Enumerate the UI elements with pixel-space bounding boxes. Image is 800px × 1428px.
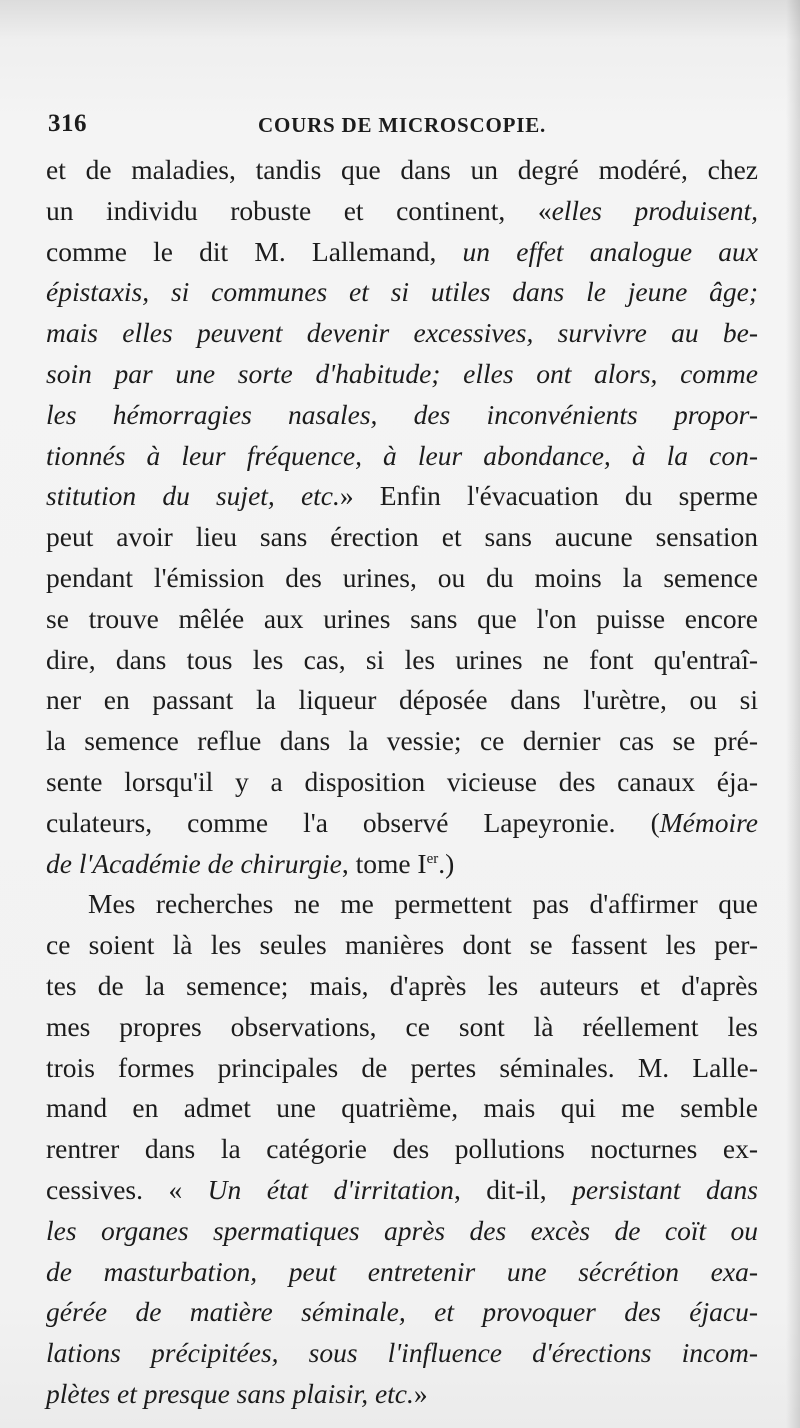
text-segment: se trouve mêlée aux urines sans que l'on puisse encore <box>46 602 758 634</box>
text-segment: ner en passant la liqueur déposée dans l'urètre, ou si <box>46 684 758 716</box>
text-line <box>46 436 758 477</box>
text-segment: Mes recherches ne me permettent pas d'affirmer que <box>88 888 758 920</box>
page-number: 316 <box>48 110 87 137</box>
text-segment: ce soient là les seules manières dont se fassent les per- <box>46 929 758 961</box>
text-line <box>46 680 758 721</box>
text-line <box>46 558 758 599</box>
text-line <box>46 1252 758 1293</box>
text-line <box>46 1048 758 1089</box>
italic-text: gérée de matière séminale, et provoquer des éjacu- <box>46 1296 758 1328</box>
text-segment: trois formes principales de pertes séminales. M. Lalle- <box>46 1051 758 1083</box>
text-line <box>46 395 758 436</box>
text-segment: .) <box>438 847 455 879</box>
text-line <box>46 1129 758 1170</box>
text-segment: mes propres observations, ce sont là réellement les <box>46 1010 758 1042</box>
italic-text: épistaxis, si communes et si utiles dans le jeune âge; <box>46 276 758 308</box>
text-line <box>46 1374 758 1415</box>
italic-text: un effet analogue aux <box>462 235 758 267</box>
italic-text: soin par une sorte d'habitude; elles ont alors, comme <box>46 357 758 389</box>
text-segment: » Enfin l'évacuation du sperme <box>339 480 758 512</box>
text-segment: tes de la semence; mais, d'après les auteurs et d'après <box>46 969 758 1001</box>
text-line <box>46 844 758 885</box>
text-line <box>46 762 758 803</box>
text-line <box>46 1088 758 1129</box>
text-line <box>46 313 758 354</box>
text-segment: mand en admet une quatrième, mais qui me semble <box>46 1092 758 1124</box>
text-segment: rentrer dans la catégorie des pollutions nocturnes ex- <box>46 1133 758 1165</box>
italic-text: tionnés à leur fréquence, à leur abondance, à la con- <box>46 439 758 471</box>
italic-text: stitution du sujet, etc. <box>46 480 340 512</box>
text-line <box>46 1333 758 1374</box>
text-line <box>46 640 758 681</box>
text-segment: peut avoir lieu sans érection et sans aucune sensation <box>46 521 758 553</box>
text-segment: comme le dit M. Lallemand, <box>46 235 463 267</box>
text-segment: » <box>413 1377 428 1409</box>
italic-text: de l'Académie de chirurgie <box>46 847 342 879</box>
italic-text: lations précipitées, sous l'influence d'érections incom- <box>46 1337 758 1369</box>
text-line <box>46 476 758 517</box>
superscript-text: er <box>426 850 439 867</box>
body-text <box>46 150 758 1415</box>
text-line <box>46 925 758 966</box>
text-line <box>46 1211 758 1252</box>
text-segment: la semence reflue dans la vessie; ce dernier cas se pré- <box>46 725 758 757</box>
italic-text: de masturbation, peut entretenir une sécrétion exa- <box>46 1255 758 1287</box>
page-header <box>48 110 760 144</box>
text-line <box>46 884 758 925</box>
text-line <box>46 150 758 191</box>
text-line <box>46 191 758 232</box>
text-segment: dire, dans tous les cas, si les urines ne font qu'entraî- <box>46 643 758 675</box>
italic-text: les hémorragies nasales, des inconvénients propor- <box>46 398 758 430</box>
italic-text: plètes et presque sans plaisir, etc. <box>46 1377 414 1409</box>
text-segment: un individu robuste et continent, « <box>46 194 552 226</box>
italic-text: les organes spermatiques après des excès de coït ou <box>46 1214 758 1246</box>
text-segment: et de maladies, tandis que dans un degré modéré, chez <box>46 154 758 185</box>
text-line <box>46 1170 758 1211</box>
text-segment: cessives. « <box>46 1173 208 1205</box>
running-head: COURS DE MICROSCOPIE. <box>258 113 547 137</box>
text-line <box>46 354 758 395</box>
text-line <box>46 1292 758 1333</box>
text-line <box>46 966 758 1007</box>
text-segment: culateurs, comme l'a observé Lapeyronie. ( <box>46 806 660 838</box>
text-segment: , dit-il, <box>453 1173 573 1205</box>
text-line <box>46 599 758 640</box>
text-segment: , tome I <box>341 847 427 879</box>
italic-text: elles produisent, <box>551 194 758 226</box>
text-line <box>46 272 758 313</box>
italic-text: mais elles peuvent devenir excessives, survivre au be- <box>46 317 758 349</box>
text-line <box>46 232 758 273</box>
italic-text: persistant dans <box>572 1173 758 1205</box>
italic-text: Un état d'irritation <box>207 1173 454 1205</box>
text-segment: pendant l'émission des urines, ou du moins la semence <box>46 561 758 593</box>
italic-text: Mémoire <box>659 806 758 838</box>
text-line <box>46 803 758 844</box>
text-line <box>46 721 758 762</box>
text-line <box>46 517 758 558</box>
text-segment: sente lorsqu'il y a disposition vicieuse des canaux éja- <box>46 765 758 797</box>
text-line <box>46 1007 758 1048</box>
